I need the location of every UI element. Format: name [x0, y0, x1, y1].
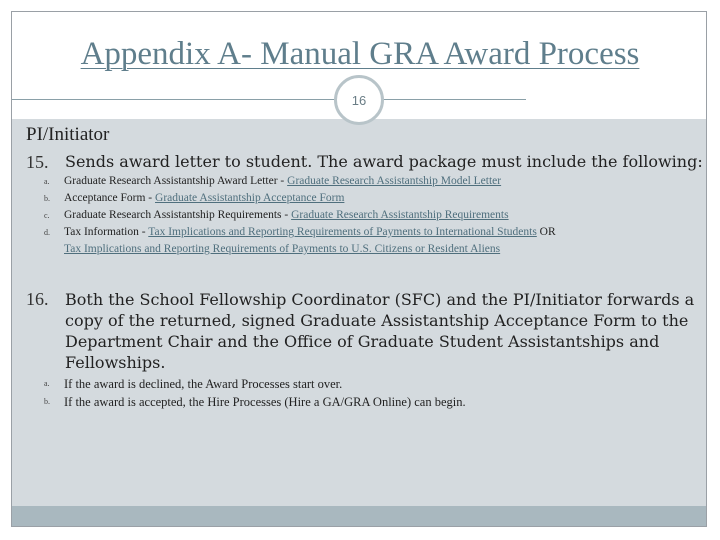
- item-text: Sends award letter to student. The award package must include the following:: [65, 152, 703, 171]
- acceptance-form-link[interactable]: Graduate Assistantship Acceptance Form: [155, 192, 345, 204]
- subitem-body: If the award is accepted, the Hire Processes (Hire a GA/GRA Online) can begin.: [64, 395, 466, 409]
- subitem-prefix: Graduate Research Assistantship Requirements -: [64, 209, 292, 221]
- divider-right: [380, 99, 526, 100]
- requirements-link[interactable]: Graduate Research Assistantship Requirements: [291, 209, 509, 221]
- item-number: 15.: [26, 152, 49, 172]
- subitem-or: OR: [536, 226, 556, 238]
- subitem-marker: b.: [44, 397, 50, 406]
- item-number: 16.: [26, 289, 49, 309]
- subitem-prefix: Acceptance Form -: [64, 192, 156, 204]
- subitem-marker: c.: [44, 211, 50, 220]
- subitem-body: [64, 173, 684, 190]
- subitem-prefix: Tax Information -: [64, 226, 149, 238]
- subitem-marker: b.: [44, 194, 50, 203]
- section-heading: PI/Initiator: [26, 124, 110, 145]
- subitem-body: [64, 224, 684, 258]
- footer-bar: [12, 506, 706, 526]
- subitem-marker: a.: [44, 177, 50, 186]
- subitem-prefix: Graduate Research Assistantship Award Letter -: [64, 175, 288, 187]
- page-number: 16: [351, 92, 367, 108]
- divider-left: [12, 99, 340, 100]
- model-letter-link[interactable]: Graduate Research Assistantship Model Letter: [287, 175, 502, 187]
- subitem-body: [64, 207, 684, 224]
- subitem-marker: a.: [44, 379, 50, 388]
- page-number-badge: [334, 75, 384, 125]
- subitem-marker: d.: [44, 228, 50, 237]
- slide-title: Appendix A- Manual GRA Award Process: [80, 36, 640, 72]
- international-tax-link[interactable]: Tax Implications and Reporting Requirements of Payments to International Students: [148, 226, 537, 238]
- subitem-body: [64, 190, 684, 207]
- subitem-body: If the award is declined, the Award Processes start over.: [64, 377, 343, 391]
- us-citizen-tax-link[interactable]: Tax Implications and Reporting Requirements of Payments to U.S. Citizens or Resident Aliens: [64, 243, 501, 255]
- item-text: Both the School Fellowship Coordinator (SFC) and the PI/Initiator forwards a copy of the returned, signed Graduate Assistantship Acceptance Form to the Department Chair and the Office of Graduate Student Assistantships and Fellowships.: [65, 290, 695, 372]
